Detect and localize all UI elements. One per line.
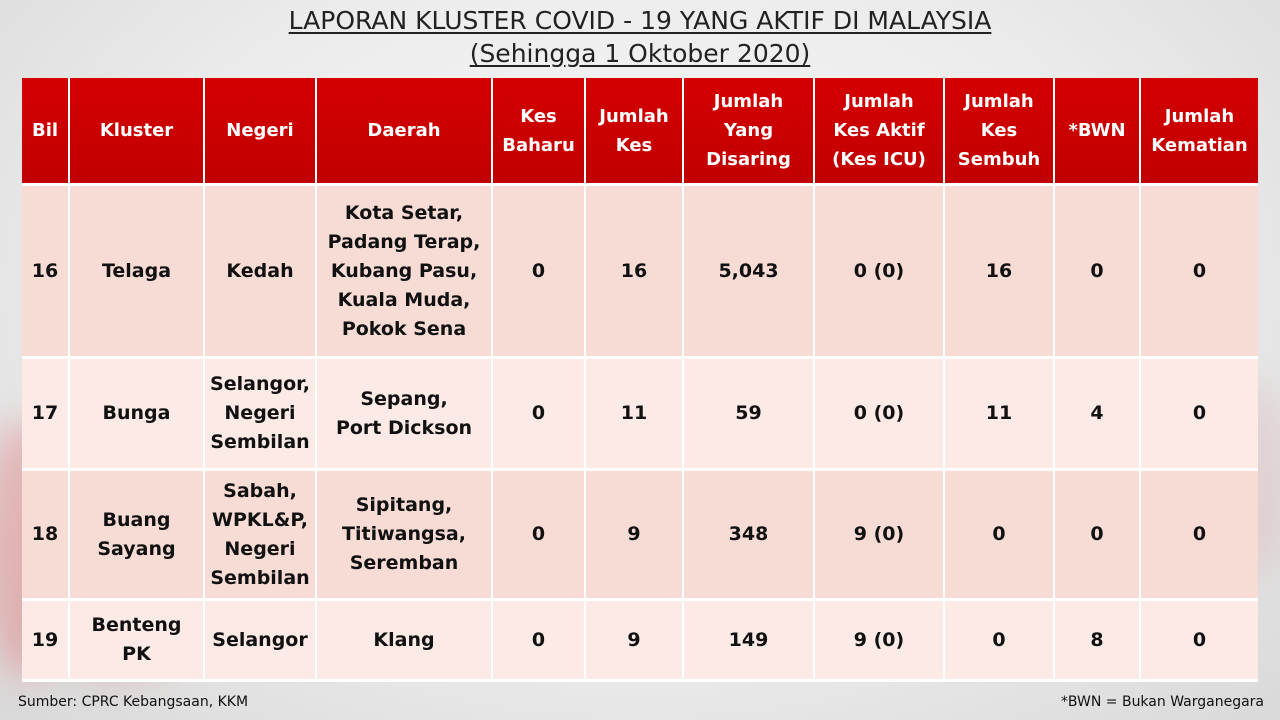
cell-line: Titiwangsa, (342, 523, 466, 545)
cell-line: Negeri (224, 402, 296, 424)
column-header-line: Kes (615, 134, 653, 156)
cell-line: Kedah (226, 259, 294, 282)
column-header-line: Yang (723, 120, 774, 141)
cell-kes-aktif-icu: 0 (0) (815, 359, 945, 471)
cell-bil: 18 (22, 471, 70, 601)
column-header (205, 78, 317, 186)
table-row (22, 359, 1258, 471)
cell-negeri (205, 359, 317, 471)
column-header-line: Disaring (706, 149, 791, 170)
cell-line: Selangor (212, 628, 308, 651)
column-header-line: Baharu (502, 134, 575, 156)
cell-daerah (317, 601, 493, 682)
cell-jumlah-disaring: 149 (684, 601, 815, 682)
cell-jumlah-disaring: 348 (684, 471, 815, 601)
column-header-line: Daerah (367, 120, 441, 141)
cell-kematian: 0 (1141, 359, 1258, 471)
column-header-line: *BWN (1068, 120, 1126, 141)
cell-bil: 17 (22, 359, 70, 471)
cell-kematian: 0 (1141, 471, 1258, 601)
cell-jumlah-kes: 16 (586, 186, 684, 359)
cell-jumlah-disaring: 59 (684, 359, 815, 471)
column-header (586, 78, 684, 186)
column-header-line: Jumlah (964, 91, 1034, 112)
column-header-line: Jumlah (844, 91, 914, 112)
cell-jumlah-kes: 11 (586, 359, 684, 471)
cell-kluster (70, 186, 205, 359)
cell-line: Klang (373, 628, 435, 651)
cell-bil: 19 (22, 601, 70, 682)
column-header (70, 78, 205, 186)
column-header-line: Bil (31, 120, 59, 141)
cell-bwn: 0 (1055, 471, 1141, 601)
cell-daerah (317, 359, 493, 471)
cell-line: Padang Terap, (327, 230, 481, 253)
title-line-1: LAPORAN KLUSTER COVID - 19 YANG AKTIF DI MALAYSIA (288, 6, 992, 35)
column-header (1141, 78, 1258, 186)
cell-line: Kota Setar, (344, 201, 464, 224)
cell-line: Sembilan (210, 431, 310, 453)
column-header-line: Kes Aktif (833, 120, 925, 141)
column-header-line: Kluster (99, 120, 174, 141)
cell-kes-baharu: 0 (493, 359, 586, 471)
cell-kes-aktif-icu: 0 (0) (815, 186, 945, 359)
cell-line: Sepang, (360, 387, 448, 410)
cell-kluster (70, 601, 205, 682)
column-header (22, 78, 70, 186)
cell-kes-aktif-icu: 9 (0) (815, 471, 945, 601)
cell-line: Port Dickson (335, 416, 473, 439)
cell-kluster (70, 359, 205, 471)
column-header (317, 78, 493, 186)
cell-bil: 16 (22, 186, 70, 359)
cell-line: WPKL&P, (212, 508, 308, 531)
cell-line: Telaga (101, 259, 172, 282)
cell-line: Benteng PK (91, 614, 182, 665)
cell-kes-baharu: 0 (493, 601, 586, 682)
column-header-line: Kematian (1151, 134, 1248, 156)
cell-kes-baharu: 0 (493, 186, 586, 359)
cell-line: Seremban (349, 552, 459, 574)
cell-line: Selangor, (210, 373, 310, 395)
cell-line: Sembilan (210, 566, 310, 589)
cell-line: Sayang (97, 537, 176, 560)
cell-line: Bunga (102, 402, 171, 424)
table-header-row (22, 78, 1258, 186)
cluster-table (22, 78, 1258, 682)
cell-kes-sembuh: 16 (945, 186, 1055, 359)
column-header (945, 78, 1055, 186)
cell-kes-baharu: 0 (493, 471, 586, 601)
table-row (22, 601, 1258, 682)
cell-kematian: 0 (1141, 601, 1258, 682)
page-title (0, 4, 1280, 70)
source-note: Sumber: CPRC Kebangsaan, KKM (18, 694, 249, 710)
table-body (22, 186, 1258, 682)
cell-line: Kubang Pasu, (330, 259, 478, 282)
column-header-line: Sembuh (957, 149, 1041, 170)
table-row (22, 186, 1258, 359)
column-header-line: (Kes ICU) (832, 149, 926, 170)
column-header (684, 78, 815, 186)
cell-negeri (205, 601, 317, 682)
cell-kes-sembuh: 0 (945, 471, 1055, 601)
bwn-note: *BWN = Bukan Warganegara (1060, 694, 1264, 710)
column-header-line: Jumlah (713, 91, 784, 112)
cell-kes-sembuh: 11 (945, 359, 1055, 471)
cell-bwn: 8 (1055, 601, 1141, 682)
cell-jumlah-kes: 9 (586, 601, 684, 682)
cell-daerah (317, 186, 493, 359)
cell-line: Buang (102, 508, 171, 531)
cell-bwn: 0 (1055, 186, 1141, 359)
column-header-line: Negeri (226, 120, 294, 141)
column-header (493, 78, 586, 186)
cell-line: Pokok Sena (341, 317, 467, 340)
column-header-line: Kes (980, 120, 1018, 141)
cell-line: Sabah, (223, 479, 297, 502)
cell-line: Sipitang, (355, 494, 453, 516)
cell-kematian: 0 (1141, 186, 1258, 359)
column-header (1055, 78, 1141, 186)
cell-jumlah-kes: 9 (586, 471, 684, 601)
table-row (22, 471, 1258, 601)
cell-jumlah-disaring: 5,043 (684, 186, 815, 359)
cell-line: Negeri (224, 537, 296, 560)
column-header-line: Jumlah (599, 105, 669, 127)
cell-kes-aktif-icu: 9 (0) (815, 601, 945, 682)
column-header-line: Kes (520, 105, 557, 127)
column-header (815, 78, 945, 186)
cell-line: Kuala Muda, (337, 288, 471, 311)
cell-negeri (205, 471, 317, 601)
cell-daerah (317, 471, 493, 601)
cell-bwn: 4 (1055, 359, 1141, 471)
cell-kluster (70, 471, 205, 601)
cell-kes-sembuh: 0 (945, 601, 1055, 682)
column-header-line: Jumlah (1164, 105, 1235, 127)
title-line-2: (Sehingga 1 Oktober 2020) (469, 39, 811, 68)
cell-negeri (205, 186, 317, 359)
